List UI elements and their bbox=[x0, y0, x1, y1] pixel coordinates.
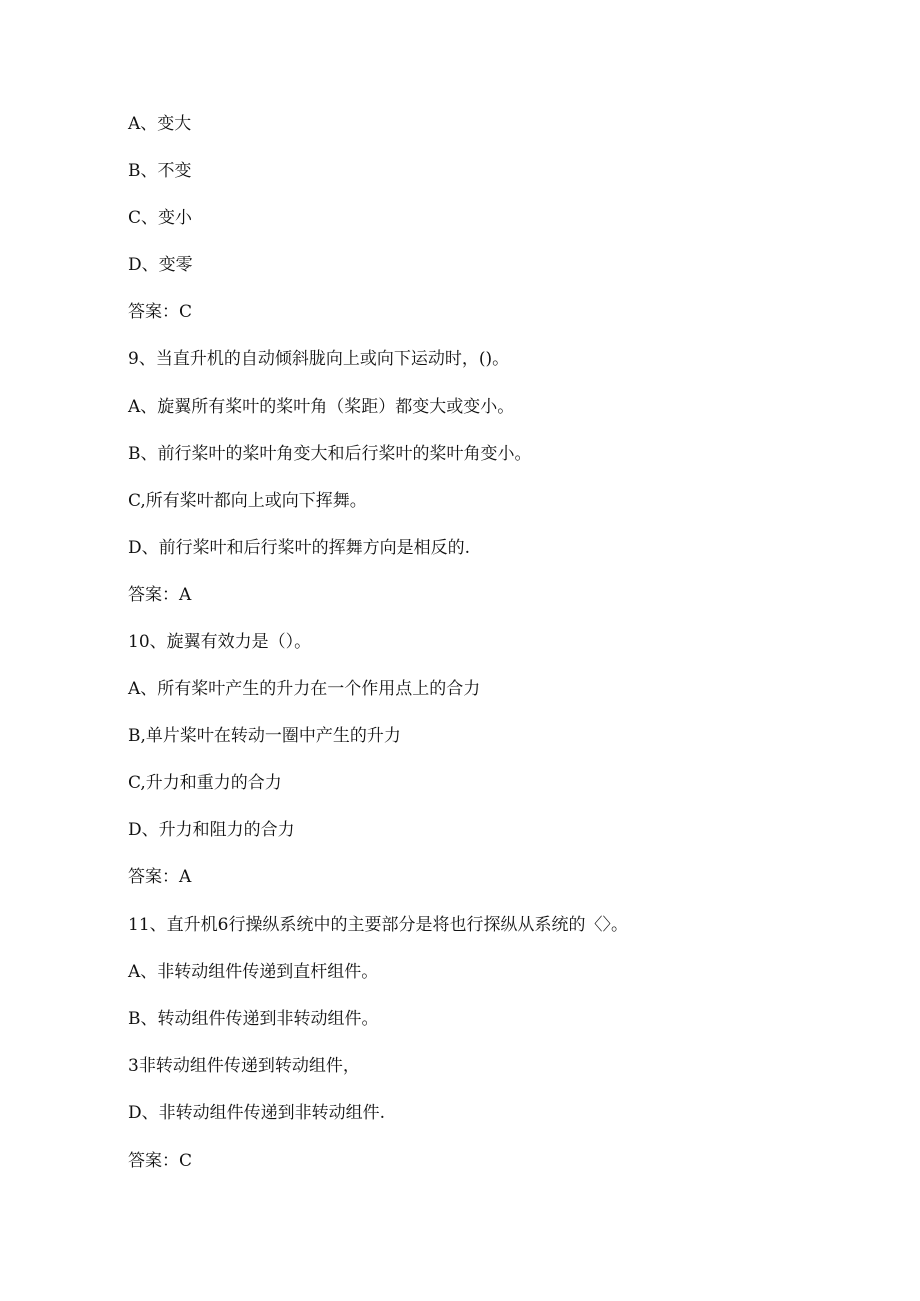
answer-q10: 答案：A bbox=[128, 867, 192, 887]
option-d-q8: D、变零 bbox=[128, 255, 193, 275]
option-b-q11: B、转动组件传递到非转动组件。 bbox=[128, 1009, 379, 1029]
question-11: 11、直升机6行操纵系统中的主要部分是将也行探纵从系统的〈〉。 bbox=[128, 915, 628, 935]
question-10: 10、旋翼有效力是（）。 bbox=[128, 632, 312, 652]
question-9: 9、当直升机的自动倾斜胧向上或向下运动时，()。 bbox=[128, 349, 510, 369]
option-b-q10: B,单片桨叶在转动一圈中产生的升力 bbox=[128, 726, 401, 746]
option-d-q9: D、前行桨叶和后行桨叶的挥舞方向是相反的. bbox=[128, 538, 471, 558]
answer-q9: 答案：A bbox=[128, 585, 192, 605]
option-b-q9: B、前行桨叶的桨叶角变大和后行桨叶的桨叶角变小。 bbox=[128, 444, 532, 464]
answer-q11: 答案：C bbox=[128, 1151, 193, 1171]
option-c-q9: C,所有桨叶都向上或向下挥舞。 bbox=[128, 491, 367, 511]
option-c-q8: C、变小 bbox=[128, 208, 193, 228]
option-d-q10: D、升力和阻力的合力 bbox=[128, 820, 295, 840]
option-b-q8: B、不变 bbox=[128, 161, 192, 181]
answer-q8: 答案：C bbox=[128, 302, 193, 322]
option-c-q11: 3非转动组件传递到转动组件， bbox=[128, 1056, 360, 1076]
option-c-q10: C,升力和重力的合力 bbox=[128, 773, 282, 793]
option-d-q11: D、非转动组件传递到非转动组件. bbox=[128, 1103, 386, 1123]
option-a-q11: A、非转动组件传递到直杆组件。 bbox=[128, 962, 379, 982]
option-a-q8: A、变大 bbox=[128, 114, 192, 134]
option-a-q10: A、所有桨叶产生的升力在一个作用点上的合力 bbox=[128, 679, 481, 699]
option-a-q9: A、旋翼所有桨叶的桨叶角（桨距）都变大或变小。 bbox=[128, 397, 515, 417]
